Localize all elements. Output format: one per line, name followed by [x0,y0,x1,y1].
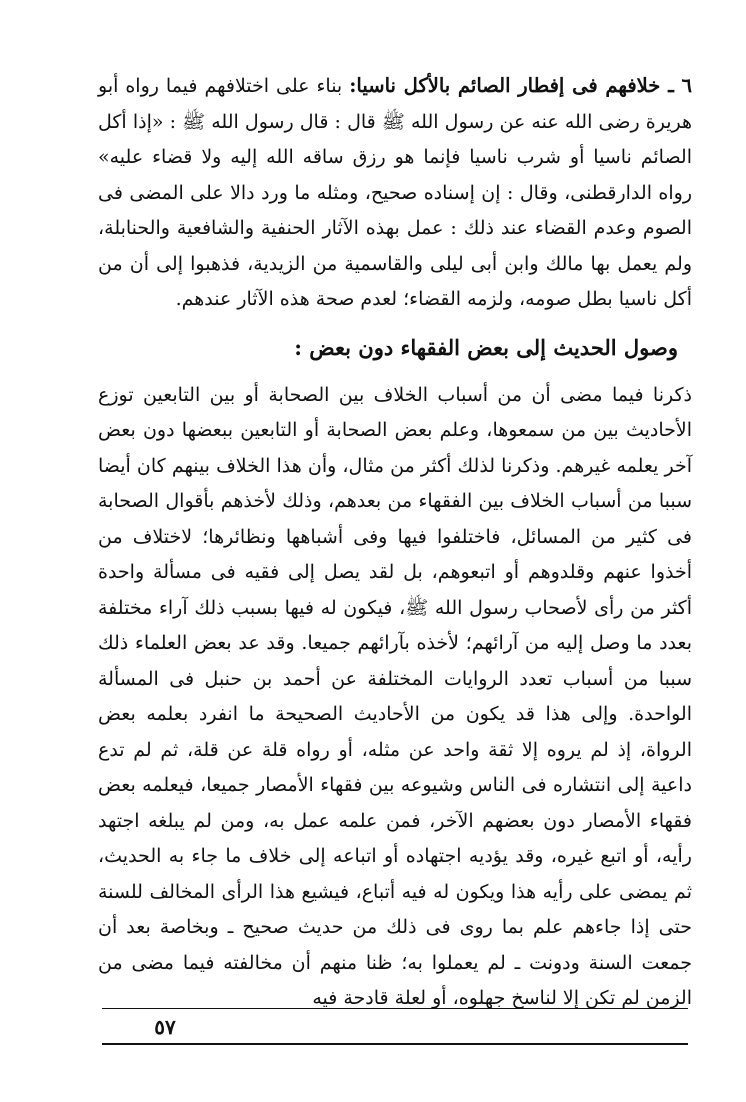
paragraph-1 [98,68,692,318]
footer-rule-bottom [102,1043,688,1045]
section-heading: وصول الحديث إلى بعض الفقهاء دون بعض : [294,334,678,360]
page-body [98,68,692,1048]
topic-heading: ٦ ـ خلافهم فى إفطار الصائم بالأكل ناسيا: [349,74,692,97]
paragraph-2: ذكرنا فيما مضى أن من أسباب الخلاف بين الصحابة أو بين التابعين توزع الأحاديث بين من سمعوها، وعلم بعض الصحابة أو التابعين ببعضها دون بعض آخر يعلمه غيرهم. وذكرنا لذلك أكثر من مثال، وأن هذا الخلاف بينهم كان أيضا سببا من أسباب الخلاف بين الفقهاء من بعدهم، وذلك لأخذهم بأقوال الصحابة فى كثير من المسائل، فاختلفوا فيها وفى أشباهها ونظائرها؛ لاختلاف من أخذوا عنهم وقلدوهم أو اتبعوهم، بل لقد يصل إلى فقيه فى مسألة واحدة أكثر من رأى لأصحاب رسول الله ﷺ، فيكون له فيها بسبب ذلك آراء مختلفة بعدد ما وصل إليه من آرائهم؛ لأخذه بآرائهم جميعا. وقد عد بعض العلماء ذلك سببا من أسباب تعدد الروايات المختلفة عن أحمد بن حنبل فى المسألة الواحدة. وإلى هذا قد يكون من الأحاديث الصحيحة ما انفرد بعلمه بعض الرواة، إذ لم يروه إلا ثقة واحد عن مثله، أو رواه قلة عن قلة، ثم لم تدع داعية إلى انتشاره فى الناس وشيوعه بين فقهاء الأمصار جميعا، فيعلمه بعض فقهاء الأمصار دون بعضهم الآخر، فمن علمه عمل به، ومن لم يبلغه اجتهد رأيه، أو اتبع غيره، وقد يؤديه اجتهاده أو اتباعه إلى خلاف ما جاء به الحديث، ثم يمضى على رأيه هذا ويكون له فيه أتباع، فيشيع هذا الرأى المخالف للسنة حتى إذا جاءهم علم بما روى فى ذلك من حديث صحيح ـ وبخاصة بعد أن جمعت السنة ودونت ـ لم يعملوا به؛ ظنا منهم أن مخالفته فيما مضى من الزمن لم تكن إلا لناسخ جهلوه، أو لعلة قادحة فيه [98,383,692,1009]
page-number: ٥٧ [154,1015,176,1039]
footer-rule-top [102,1008,688,1009]
paragraph-1-text: بناء على اختلافهم فيما رواه أبو هريرة رضى الله عنه عن رسول الله ﷺ قال : قال رسول الله ﷺ : «إذا أكل الصائم ناسيا أو شرب ناسيا فإنما هو رزق ساقه الله إليه ولا قضاء عليه» رواه الدارقطنى، وقال : إن إسناده صحيح، ومثله ما ورد دالا على المضى فى الصوم وعدم القضاء عند ذلك : عمل بهذه الآثار الحنفية والشافعية والحنابلة، ولم يعمل بها مالك وابن أبى ليلى والقاسمية من الزيدية، فذهبوا إلى أن من أكل ناسيا بطل صومه، ولزمه القضاء؛ لعدم صحة هذه الآثار عندهم. [98,75,692,310]
